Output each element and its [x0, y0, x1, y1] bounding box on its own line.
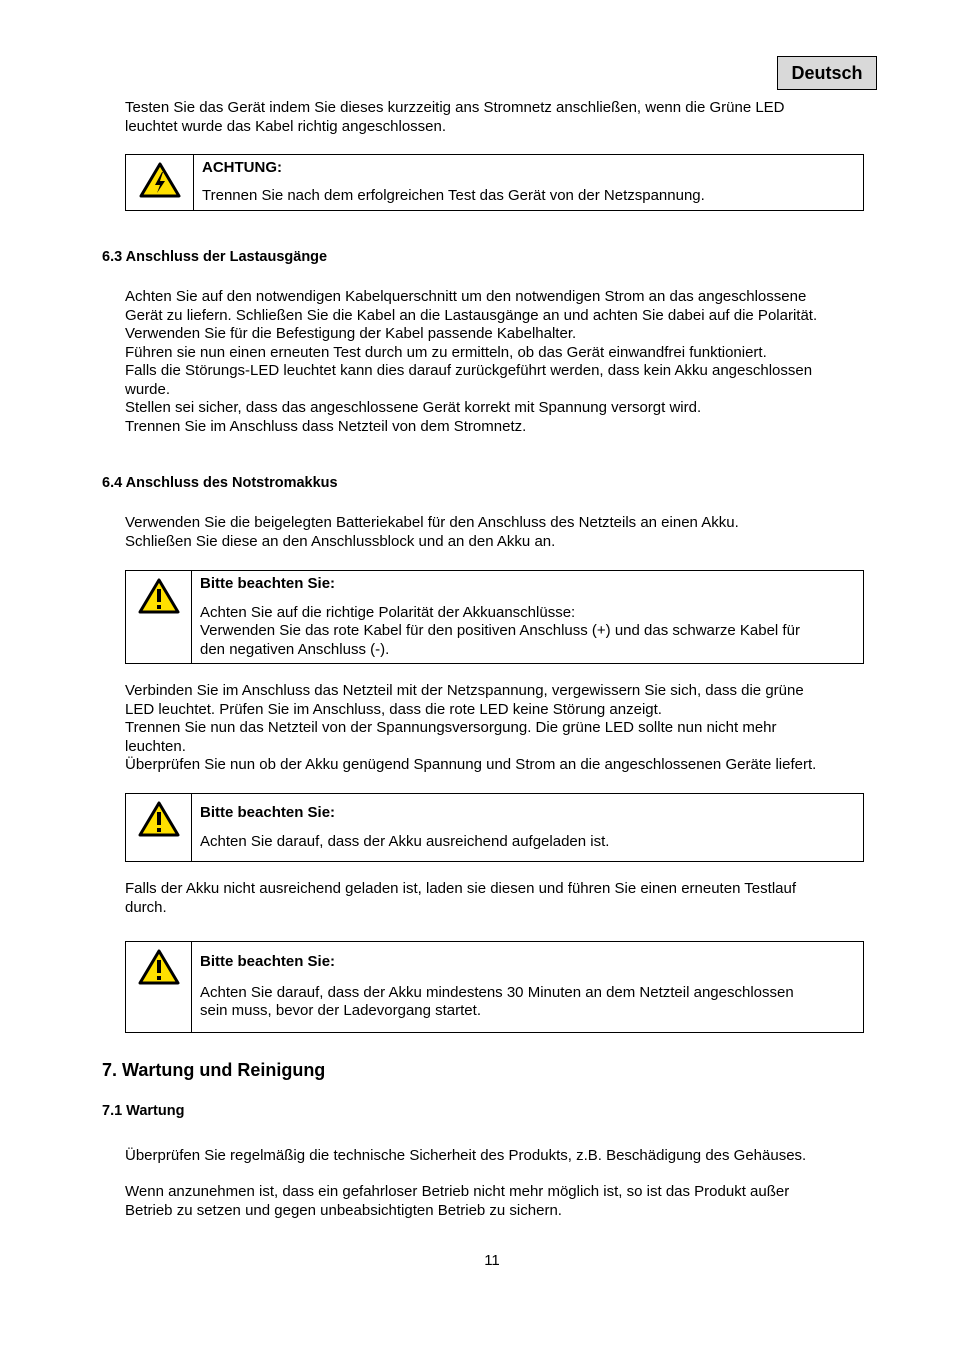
notice-note-charge: [125, 793, 864, 862]
text-line: Überprüfen Sie regelmäßig die technische Sicherheit des Produkts, z.B. Beschädigung des Gehäuses.: [125, 1147, 807, 1164]
section-6-4-paragraph: [125, 514, 870, 551]
section-heading-7-1: 7.1 Wartung: [102, 1103, 185, 1119]
text-line: Überprüfen Sie nun ob der Akku genügend Spannung und Strom an die angeschlossenen Geräte liefert.: [125, 756, 817, 773]
text-line: Testen Sie das Gerät indem Sie dieses kurzzeitig ans Stromnetz anschließen, wenn die Grüne LED: [125, 99, 785, 116]
maintenance-paragraph-1: [125, 1147, 870, 1166]
text-line: Wenn anzunehmen ist, dass ein gefahrloser Betrieb nicht mehr möglich ist, so ist das Produkt außer: [125, 1183, 790, 1200]
note-title: Bitte beachten Sie:: [200, 575, 336, 592]
section-6-3-paragraph: [125, 288, 870, 436]
text-line: wurde.: [125, 380, 171, 398]
section-heading-6-3: 6.3 Anschluss der Lastausgänge: [102, 249, 328, 265]
note-title: Bitte beachten Sie:: [200, 804, 336, 821]
note-text: Achten Sie darauf, dass der Akku ausreichend aufgeladen ist.: [200, 832, 610, 850]
text-line: Schließen Sie diese an den Anschlussblock und an den Akku an.: [125, 532, 556, 550]
section-heading-6-4: 6.4 Anschluss des Notstromakkus: [102, 475, 338, 491]
note-title: ACHTUNG:: [202, 159, 282, 176]
maintenance-paragraph-2: [125, 1183, 870, 1220]
text-line: Verwenden Sie die beigelegten Batteriekabel für den Anschluss des Netzteils an einen Akku.: [125, 514, 739, 531]
section-heading-7: 7. Wartung und Reinigung: [102, 1060, 326, 1080]
text-line: leuchtet wurde das Kabel richtig angeschlossen.: [125, 117, 447, 135]
text-line: Achten Sie auf den notwendigen Kabelquerschnitt um den notwendigen Strom an das angeschlossene: [125, 288, 807, 305]
connect-paragraph: [125, 682, 870, 775]
high-voltage-warning-icon: [126, 155, 194, 210]
text-line: Falls der Akku nicht ausreichend geladen ist, laden sie diesen und führen Sie einen erneuten Testlauf: [125, 880, 797, 897]
language-badge: Deutsch: [777, 56, 877, 90]
note-text: Achten Sie auf die richtige Polarität der Akkuanschlüsse:: [200, 603, 576, 621]
charge-paragraph: [125, 880, 870, 917]
warning-note-achtung: [125, 154, 864, 211]
text-line: Stellen sei sicher, dass das angeschlossene Gerät korrekt mit Spannung versorgt wird.: [125, 399, 702, 416]
caution-warning-icon: [126, 794, 192, 861]
note-text: den negativen Anschluss (-).: [200, 640, 390, 658]
text-line: Gerät zu liefern. Schließen Sie die Kabel an die Lastausgänge an und achten Sie dabei auf die Polarität.: [125, 306, 818, 324]
caution-warning-icon: [126, 571, 192, 663]
note-text: Trennen Sie nach dem erfolgreichen Test das Gerät von der Netzspannung.: [202, 186, 705, 204]
intro-paragraph: [125, 99, 870, 136]
text-line: Falls die Störungs-LED leuchtet kann dies darauf zurückgeführt werden, dass kein Akku angeschlossen: [125, 362, 813, 379]
text-line: Trennen Sie im Anschluss dass Netzteil von dem Stromnetz.: [125, 417, 527, 435]
text-line: durch.: [125, 898, 167, 916]
text-line: Verbinden Sie im Anschluss das Netzteil mit der Netzspannung, vergewissern Sie sich, dass die grüne: [125, 682, 804, 699]
note-text: sein muss, bevor der Ladevorgang startet.: [200, 1002, 481, 1019]
notice-note-polarity: [125, 570, 864, 664]
page-number: 11: [484, 1252, 500, 1269]
text-line: Verwenden Sie für die Befestigung der Kabel passende Kabelhalter.: [125, 325, 577, 342]
text-line: Trennen Sie nun das Netzteil von der Spannungsversorgung. Die grüne LED sollte nun nicht mehr: [125, 719, 777, 736]
text-line: LED leuchtet. Prüfen Sie im Anschluss, dass die rote LED keine Störung anzeigt.: [125, 700, 662, 718]
text-line: Führen sie nun einen erneuten Test durch um zu ermitteln, ob das Gerät einwandfrei funktioniert.: [125, 343, 767, 361]
text-line: leuchten.: [125, 737, 186, 755]
notice-note-duration: [125, 941, 864, 1033]
note-text: Verwenden Sie das rote Kabel für den positiven Anschluss (+) und das schwarze Kabel für: [200, 622, 800, 639]
text-line: Betrieb zu setzen und gegen unbeabsichtigten Betrieb zu sichern.: [125, 1201, 562, 1219]
note-title: Bitte beachten Sie:: [200, 953, 336, 970]
note-text: Achten Sie darauf, dass der Akku mindestens 30 Minuten an dem Netzteil angeschlossen: [200, 983, 794, 1001]
caution-warning-icon: [126, 942, 192, 1032]
